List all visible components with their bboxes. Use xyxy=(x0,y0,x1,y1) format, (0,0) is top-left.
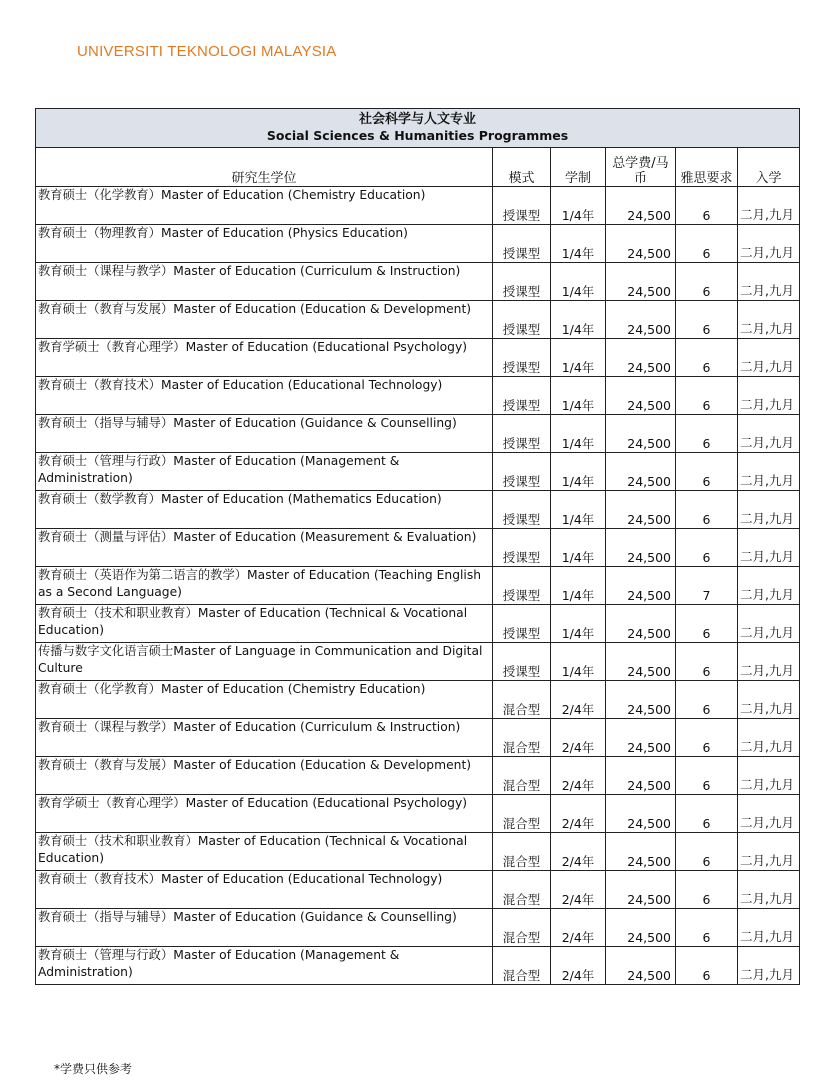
mode-cell: 混合型 xyxy=(493,871,551,909)
mode-cell: 授课型 xyxy=(493,567,551,605)
mode-cell: 混合型 xyxy=(493,757,551,795)
footnote: *学费只供参考 xyxy=(54,1062,133,1076)
table-row xyxy=(36,187,800,225)
intake-cell: 二月,九月 xyxy=(738,529,800,567)
ielts-cell: 6 xyxy=(676,453,738,491)
ielts-cell: 6 xyxy=(676,377,738,415)
fee-cell: 24,500 xyxy=(606,719,676,757)
table-row xyxy=(36,339,800,377)
program-name-cell: 教育硕士（英语作为第二语言的教学）Master of Education (Teaching English as a Second Language) xyxy=(36,567,493,605)
duration-cell: 2/4年 xyxy=(551,947,606,985)
fee-cell: 24,500 xyxy=(606,491,676,529)
table-row xyxy=(36,491,800,529)
fee-cell: 24,500 xyxy=(606,377,676,415)
duration-cell: 1/4年 xyxy=(551,567,606,605)
intake-cell: 二月,九月 xyxy=(738,795,800,833)
mode-cell: 混合型 xyxy=(493,681,551,719)
duration-cell: 2/4年 xyxy=(551,719,606,757)
table-row xyxy=(36,833,800,871)
table-row xyxy=(36,719,800,757)
duration-cell: 1/4年 xyxy=(551,605,606,643)
fee-cell: 24,500 xyxy=(606,225,676,263)
duration-cell: 1/4年 xyxy=(551,225,606,263)
fee-cell: 24,500 xyxy=(606,795,676,833)
mode-cell: 授课型 xyxy=(493,339,551,377)
duration-cell: 1/4年 xyxy=(551,301,606,339)
intake-cell: 二月,九月 xyxy=(738,415,800,453)
intake-cell: 二月,九月 xyxy=(738,567,800,605)
table-row xyxy=(36,529,800,567)
ielts-cell: 6 xyxy=(676,643,738,681)
programmes-table xyxy=(35,108,800,985)
program-name-cell: 教育学硕士（教育心理学）Master of Education (Educational Psychology) xyxy=(36,339,493,377)
program-name-cell: 传播与数字文化语言硕士Master of Language in Communication and Digital Culture xyxy=(36,643,493,681)
intake-cell: 二月,九月 xyxy=(738,643,800,681)
fee-cell: 24,500 xyxy=(606,187,676,225)
duration-cell: 1/4年 xyxy=(551,339,606,377)
mode-cell: 授课型 xyxy=(493,415,551,453)
intake-cell: 二月,九月 xyxy=(738,909,800,947)
fee-cell: 24,500 xyxy=(606,339,676,377)
intake-cell: 二月,九月 xyxy=(738,263,800,301)
duration-cell: 1/4年 xyxy=(551,263,606,301)
fee-cell: 24,500 xyxy=(606,757,676,795)
program-name-cell: 教育硕士（教育技术）Master of Education (Educational Technology) xyxy=(36,871,493,909)
fee-cell: 24,500 xyxy=(606,567,676,605)
intake-cell: 二月,九月 xyxy=(738,187,800,225)
ielts-cell: 6 xyxy=(676,529,738,567)
fee-cell: 24,500 xyxy=(606,681,676,719)
program-name-cell: 教育硕士（指导与辅导）Master of Education (Guidance & Counselling) xyxy=(36,415,493,453)
program-name-cell: 教育硕士（技术和职业教育）Master of Education (Technical & Vocational Education) xyxy=(36,605,493,643)
mode-cell: 授课型 xyxy=(493,605,551,643)
ielts-cell: 6 xyxy=(676,339,738,377)
table-row xyxy=(36,871,800,909)
mode-cell: 混合型 xyxy=(493,947,551,985)
program-name-cell: 教育硕士（测量与评估）Master of Education (Measurement & Evaluation) xyxy=(36,529,493,567)
col-header-intake: 入学 xyxy=(738,148,800,187)
program-name-cell: 教育硕士（物理教育）Master of Education (Physics Education) xyxy=(36,225,493,263)
fee-cell: 24,500 xyxy=(606,947,676,985)
mode-cell: 混合型 xyxy=(493,795,551,833)
table-row xyxy=(36,643,800,681)
program-name-cell: 教育硕士（数学教育）Master of Education (Mathematics Education) xyxy=(36,491,493,529)
duration-cell: 1/4年 xyxy=(551,491,606,529)
table-title xyxy=(36,109,800,148)
mode-cell: 授课型 xyxy=(493,529,551,567)
program-name-cell: 教育硕士（课程与教学）Master of Education (Curriculum & Instruction) xyxy=(36,263,493,301)
intake-cell: 二月,九月 xyxy=(738,947,800,985)
duration-cell: 1/4年 xyxy=(551,187,606,225)
table-row xyxy=(36,757,800,795)
ielts-cell: 6 xyxy=(676,719,738,757)
ielts-cell: 6 xyxy=(676,833,738,871)
ielts-cell: 6 xyxy=(676,871,738,909)
mode-cell: 授课型 xyxy=(493,453,551,491)
duration-cell: 2/4年 xyxy=(551,871,606,909)
ielts-cell: 6 xyxy=(676,415,738,453)
intake-cell: 二月,九月 xyxy=(738,605,800,643)
program-name-cell: 教育硕士（化学教育）Master of Education (Chemistry Education) xyxy=(36,681,493,719)
ielts-cell: 6 xyxy=(676,187,738,225)
fee-cell: 24,500 xyxy=(606,263,676,301)
table-row xyxy=(36,947,800,985)
mode-cell: 混合型 xyxy=(493,909,551,947)
duration-cell: 1/4年 xyxy=(551,415,606,453)
program-name-cell: 教育学硕士（教育心理学）Master of Education (Educational Psychology) xyxy=(36,795,493,833)
duration-cell: 1/4年 xyxy=(551,529,606,567)
ielts-cell: 6 xyxy=(676,947,738,985)
program-name-cell: 教育硕士（课程与教学）Master of Education (Curriculum & Instruction) xyxy=(36,719,493,757)
intake-cell: 二月,九月 xyxy=(738,377,800,415)
mode-cell: 授课型 xyxy=(493,377,551,415)
fee-cell: 24,500 xyxy=(606,605,676,643)
ielts-cell: 6 xyxy=(676,681,738,719)
intake-cell: 二月,九月 xyxy=(738,453,800,491)
intake-cell: 二月,九月 xyxy=(738,871,800,909)
program-name-cell: 教育硕士（教育与发展）Master of Education (Education & Development) xyxy=(36,301,493,339)
mode-cell: 混合型 xyxy=(493,719,551,757)
fee-cell: 24,500 xyxy=(606,833,676,871)
table-row xyxy=(36,377,800,415)
fee-cell: 24,500 xyxy=(606,643,676,681)
col-header-ielts: 雅思要求 xyxy=(676,148,738,187)
table-title-zh: 社会科学与人文专业 xyxy=(359,112,477,127)
table-row xyxy=(36,605,800,643)
ielts-cell: 6 xyxy=(676,605,738,643)
ielts-cell: 6 xyxy=(676,225,738,263)
duration-cell: 1/4年 xyxy=(551,377,606,415)
intake-cell: 二月,九月 xyxy=(738,719,800,757)
col-header-program: 研究生学位 xyxy=(36,148,493,187)
duration-cell: 1/4年 xyxy=(551,643,606,681)
fee-cell: 24,500 xyxy=(606,529,676,567)
intake-cell: 二月,九月 xyxy=(738,225,800,263)
ielts-cell: 6 xyxy=(676,909,738,947)
col-header-duration: 学制 xyxy=(551,148,606,187)
fee-cell: 24,500 xyxy=(606,871,676,909)
intake-cell: 二月,九月 xyxy=(738,681,800,719)
ielts-cell: 6 xyxy=(676,301,738,339)
mode-cell: 授课型 xyxy=(493,225,551,263)
intake-cell: 二月,九月 xyxy=(738,301,800,339)
table-row xyxy=(36,681,800,719)
intake-cell: 二月,九月 xyxy=(738,757,800,795)
table-row xyxy=(36,909,800,947)
col-header-fee: 总学费/马币 xyxy=(606,148,676,187)
program-name-cell: 教育硕士（化学教育）Master of Education (Chemistry Education) xyxy=(36,187,493,225)
duration-cell: 2/4年 xyxy=(551,757,606,795)
program-name-cell: 教育硕士（教育技术）Master of Education (Educational Technology) xyxy=(36,377,493,415)
intake-cell: 二月,九月 xyxy=(738,491,800,529)
intake-cell: 二月,九月 xyxy=(738,339,800,377)
table-row xyxy=(36,795,800,833)
university-name: UNIVERSITI TEKNOLOGI MALAYSIA xyxy=(77,43,337,60)
col-header-mode: 模式 xyxy=(493,148,551,187)
table-row xyxy=(36,453,800,491)
ielts-cell: 7 xyxy=(676,567,738,605)
mode-cell: 授课型 xyxy=(493,263,551,301)
ielts-cell: 6 xyxy=(676,757,738,795)
table-row xyxy=(36,225,800,263)
ielts-cell: 6 xyxy=(676,795,738,833)
mode-cell: 授课型 xyxy=(493,491,551,529)
program-name-cell: 教育硕士（管理与行政）Master of Education (Management & Administration) xyxy=(36,453,493,491)
mode-cell: 混合型 xyxy=(493,833,551,871)
fee-cell: 24,500 xyxy=(606,301,676,339)
ielts-cell: 6 xyxy=(676,263,738,301)
duration-cell: 2/4年 xyxy=(551,681,606,719)
fee-cell: 24,500 xyxy=(606,415,676,453)
duration-cell: 1/4年 xyxy=(551,453,606,491)
mode-cell: 授课型 xyxy=(493,643,551,681)
table-row xyxy=(36,301,800,339)
program-name-cell: 教育硕士（技术和职业教育）Master of Education (Technical & Vocational Education) xyxy=(36,833,493,871)
table-row xyxy=(36,567,800,605)
intake-cell: 二月,九月 xyxy=(738,833,800,871)
duration-cell: 2/4年 xyxy=(551,795,606,833)
mode-cell: 授课型 xyxy=(493,187,551,225)
duration-cell: 2/4年 xyxy=(551,833,606,871)
program-name-cell: 教育硕士（管理与行政）Master of Education (Management & Administration) xyxy=(36,947,493,985)
table-title-en: Social Sciences & Humanities Programmes xyxy=(266,128,569,143)
program-name-cell: 教育硕士（指导与辅导）Master of Education (Guidance & Counselling) xyxy=(36,909,493,947)
fee-cell: 24,500 xyxy=(606,909,676,947)
table-body xyxy=(36,187,800,985)
mode-cell: 授课型 xyxy=(493,301,551,339)
ielts-cell: 6 xyxy=(676,491,738,529)
duration-cell: 2/4年 xyxy=(551,909,606,947)
program-name-cell: 教育硕士（教育与发展）Master of Education (Education & Development) xyxy=(36,757,493,795)
table-row xyxy=(36,263,800,301)
table-row xyxy=(36,415,800,453)
fee-cell: 24,500 xyxy=(606,453,676,491)
